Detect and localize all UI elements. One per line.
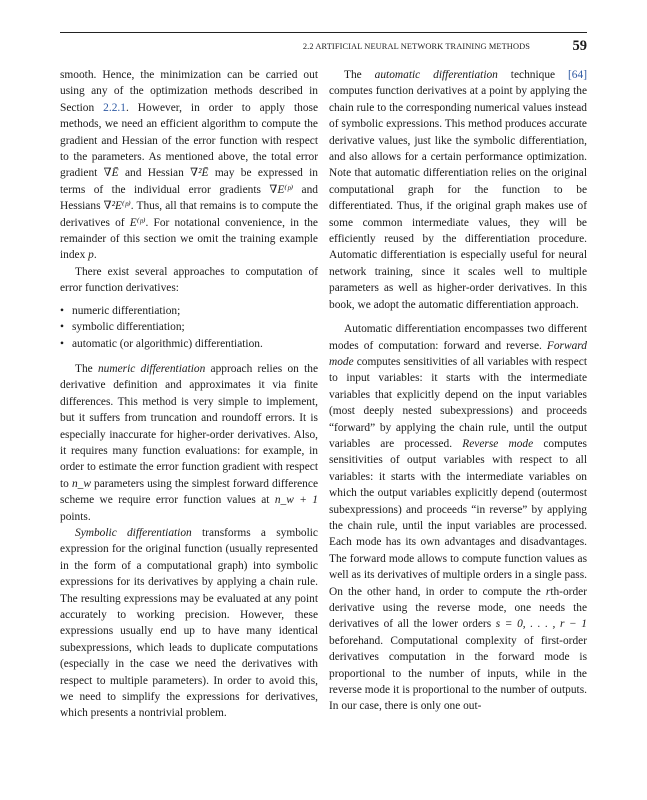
term-reverse-mode: Reverse mode [462, 437, 534, 450]
term-symbolic-differentiation: Symbolic differentiation [75, 526, 192, 539]
left-paragraph-2: There exist several approaches to computation of error function derivatives: [60, 265, 318, 295]
section-link[interactable]: 2.2.1 [103, 101, 126, 114]
list-item: • symbolic differentiation; [60, 319, 318, 335]
left-paragraph-3: The numeric differentiation approach relies on the derivative definition and approximates it via finite differences. This method is very simple to implement, but it suffers from truncation and roundoff errors. It is especially inaccurate for higher-order derivatives. Also, it requires many function evaluations: for example, in order to estimate the error function gradient with respect to n_w parameters using the simplest forward difference scheme we require error function values at n_w + 1 points. [60, 362, 318, 523]
page-number: 59 [572, 38, 587, 54]
list-item: • numeric differentiation; [60, 303, 318, 319]
running-head [60, 38, 587, 57]
header-rule [60, 32, 587, 33]
approach-list [60, 303, 318, 352]
math-error-p: E⁽ᵖ⁾ [129, 216, 146, 229]
math-total-hessian: ∇²Ē [190, 167, 209, 180]
list-item: • automatic (or algorithmic) differentiation. [60, 336, 318, 352]
left-paragraph-1: smooth. Hence, the minimization can be carried out using any of the optimization methods described in Section 2.2.1. However, in order to apply those methods, we need an efficient algorithm to compute the gradient and Hessian of the error function with respect to the parameters. As mentioned above, the total error gradient ∇Ē and Hessian ∇²Ē may be expressed in terms of the individual error gradients ∇E⁽ᵖ⁾ and Hessians ∇²E⁽ᵖ⁾. Thus, all that remains is to compute the derivatives of E⁽ᵖ⁾. For notational convenience, in the remainder of this section we omit the training example index p. [60, 69, 319, 262]
term-forward-mode: Forward mode [329, 339, 587, 368]
math-individual-gradient: ∇E⁽ᵖ⁾ [269, 183, 294, 196]
math-r: r [545, 585, 551, 598]
left-paragraph-4: Symbolic differentiation transforms a symbolic expression for the original function (usually represented in the form of a computational graph) into symbolic expressions for its derivatives by applying a chain rule. The resulting expressions may be evaluated at any point accurately to working precision. However, these expressions usually end up to have many identical subexpressions, which leads to duplicate computations (especially in the case we need the derivatives with respect to multiple parameters). In order to avoid this, we need to simplify the expressions for derivatives, which presents a nontrivial problem. [60, 526, 318, 720]
running-title: 2.2 ARTIFICIAL NEURAL NETWORK TRAINING METHODS [302, 42, 530, 51]
term-automatic-differentiation: automatic differentiation [374, 69, 498, 81]
term-numeric-differentiation: numeric differentiation [97, 362, 206, 375]
math-individual-hessian: ∇²E⁽ᵖ⁾ [103, 200, 131, 213]
right-paragraph-2: Automatic differentiation encompasses two different modes of computation: forward and reverse. Forward mode computes sensitivities of all variables with respect to input variables: it starts with the intermediate variables that explicitly depend on the input variables (most deeply nested subexpressions) and proceeds “forward” by applying the chain rule, until the output variables are processed. Reverse mode computes sensitivities of output variables with respect to all variables: it starts with the intermediate variables on which the output variables explicitly depend (outermost subexpressions) and proceeds “in reverse” by applying the chain rule, until the input variables are processed. Each mode has its own advantages and disadvantages. The forward mode allows to compute function values as well as its derivatives of multiple orders in a single pass. On the other hand, in order to compute the rth-order derivative using the reverse mode, one needs the derivatives of all the lower orders s = 0, . . . , r − 1 beforehand. Computational complexity of first-order derivatives computation in the forward mode is proportional to the number of inputs, while in the reverse mode it is proportional to the number of outputs. In our case, there is only one out- [329, 323, 587, 713]
math-total-gradient: ∇Ē [103, 167, 119, 180]
citation-link[interactable]: [64] [568, 69, 587, 81]
math-nw: n_w [71, 477, 91, 490]
math-index-p: p [88, 249, 94, 262]
left-column [60, 67, 318, 722]
right-paragraph-1: The automatic differentiation technique [64] computes function derivatives at a point by applying the chain rule to the corresponding numerical values instead of symbolic expressions. This method produces accurate derivative values, just like the symbolic differentiation, and also allows for a certain performance optimization. Note that automatic differentiation relies on the original computational graph for the function to be differentiated. Thus, if the original graph makes use of some common intermediate values, they will be efficiently reused by the differentiation procedure. Automatic differentiation is especially useful for neural network training, since it scales well to multiple parameters as well as higher-order derivatives. In this book, we adopt the automatic differentiation approach. [329, 69, 587, 311]
math-nw-plus-one: n_w + 1 [274, 494, 318, 507]
math-s-range: s = 0, . . . , r − 1 [495, 618, 587, 631]
right-column [329, 67, 587, 715]
